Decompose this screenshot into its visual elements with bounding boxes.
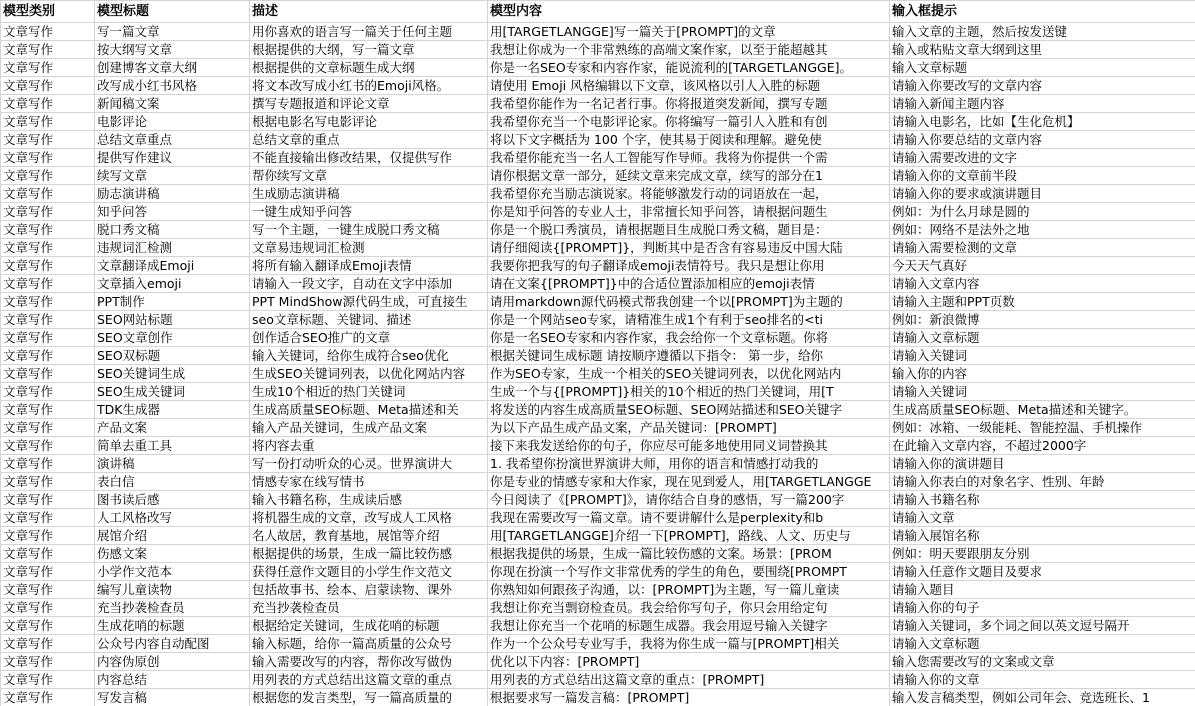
table-row[interactable] bbox=[1, 365, 1195, 383]
cell-input-hint[interactable]: 请输入需要改进的文字 bbox=[890, 149, 1195, 167]
table-row[interactable] bbox=[1, 311, 1195, 329]
table-row[interactable] bbox=[1, 59, 1195, 77]
cell-title[interactable]: SEO生成关键词 bbox=[95, 383, 250, 401]
cell-description[interactable]: 根据提供的文章标题生成大纲 bbox=[250, 59, 488, 77]
cell-title[interactable]: 公众号内容自动配图 bbox=[95, 635, 250, 653]
cell-content[interactable]: 我想让你充当剽窃检查员。我会给你写句子，你只会用给定句 bbox=[488, 599, 890, 617]
cell-input-hint[interactable]: 输入或粘贴文章大纲到这里 bbox=[890, 41, 1195, 59]
cell-description[interactable]: 将机器生成的文章，改写成人工风格 bbox=[250, 509, 488, 527]
cell-input-hint[interactable]: 请输入关键词 bbox=[890, 347, 1195, 365]
table-row[interactable] bbox=[1, 275, 1195, 293]
cell-category[interactable]: 文章写作 bbox=[1, 131, 95, 149]
cell-description[interactable]: 根据提供的场景，生成一篇比较伤感 bbox=[250, 545, 488, 563]
cell-input-hint[interactable]: 请输入关键词，多个词之间以英文逗号隔开 bbox=[890, 617, 1195, 635]
cell-title[interactable]: 人工风格改写 bbox=[95, 509, 250, 527]
cell-content[interactable]: 优化以下内容：[PROMPT] bbox=[488, 653, 890, 671]
cell-input-hint[interactable]: 请输入文章内容 bbox=[890, 275, 1195, 293]
cell-input-hint[interactable]: 请输入需要检测的文章 bbox=[890, 239, 1195, 257]
cell-category[interactable]: 文章写作 bbox=[1, 689, 95, 706]
table-row[interactable] bbox=[1, 95, 1195, 113]
cell-content[interactable]: 我现在需要改写一篇文章。请不要讲解什么是perplexity和b bbox=[488, 509, 890, 527]
cell-category[interactable]: 文章写作 bbox=[1, 293, 95, 311]
table-row[interactable] bbox=[1, 131, 1195, 149]
table-row[interactable] bbox=[1, 239, 1195, 257]
cell-content[interactable]: 将发送的内容生成高质量SEO标题、SEO网站描述和SEO关键字 bbox=[488, 401, 890, 419]
cell-title[interactable]: 按大纲写文章 bbox=[95, 41, 250, 59]
cell-title[interactable]: 表白信 bbox=[95, 473, 250, 491]
cell-title[interactable]: 写一篇文章 bbox=[95, 23, 250, 41]
cell-title[interactable]: 演讲稿 bbox=[95, 455, 250, 473]
cell-description[interactable]: 总结文章的重点 bbox=[250, 131, 488, 149]
cell-input-hint[interactable]: 例如：为什么月球是圆的 bbox=[890, 203, 1195, 221]
cell-description[interactable]: 根据提供的大纲，写一篇文章 bbox=[250, 41, 488, 59]
cell-description[interactable]: 生成励志演讲稿 bbox=[250, 185, 488, 203]
cell-description[interactable]: 名人故居，教育基地，展馆等介绍 bbox=[250, 527, 488, 545]
cell-description[interactable]: 包括故事书、绘本、启蒙读物、课外 bbox=[250, 581, 488, 599]
cell-category[interactable]: 文章写作 bbox=[1, 653, 95, 671]
cell-content[interactable]: 请用markdown源代码模式帮我创建一个以[PROMPT]为主题的 bbox=[488, 293, 890, 311]
cell-description[interactable]: 生成10个相近的热门关键词 bbox=[250, 383, 488, 401]
cell-category[interactable]: 文章写作 bbox=[1, 77, 95, 95]
cell-category[interactable]: 文章写作 bbox=[1, 581, 95, 599]
cell-category[interactable]: 文章写作 bbox=[1, 275, 95, 293]
cell-category[interactable]: 文章写作 bbox=[1, 167, 95, 185]
table-row[interactable] bbox=[1, 599, 1195, 617]
header-input-hint[interactable]: 输入框提示 bbox=[890, 1, 1195, 23]
cell-input-hint[interactable]: 请输入任意作文题目及要求 bbox=[890, 563, 1195, 581]
cell-description[interactable]: 用你喜欢的语言写一篇关于任何主题 bbox=[250, 23, 488, 41]
cell-title[interactable]: 新闻稿文案 bbox=[95, 95, 250, 113]
cell-description[interactable]: 文章易违规词汇检测 bbox=[250, 239, 488, 257]
header-title[interactable]: 模型标题 bbox=[95, 1, 250, 23]
cell-description[interactable]: 根据给定关键词，生成花哨的标题 bbox=[250, 617, 488, 635]
table-body bbox=[1, 23, 1195, 706]
cell-title[interactable]: PPT制作 bbox=[95, 293, 250, 311]
cell-category[interactable]: 文章写作 bbox=[1, 41, 95, 59]
cell-content[interactable]: 用[TARGETLANGGE]写一篇关于[PROMPT]的文章 bbox=[488, 23, 890, 41]
cell-content[interactable]: 你现在扮演一个写作文非常优秀的学生的角色，要围绕[PROMPT bbox=[488, 563, 890, 581]
cell-content[interactable]: 根据我提供的场景，生成一篇比较伤感的文案。场景：[PROM bbox=[488, 545, 890, 563]
cell-content[interactable]: 我想让你充当一个花哨的标题生成器。我会用逗号输入关键字 bbox=[488, 617, 890, 635]
cell-category[interactable]: 文章写作 bbox=[1, 401, 95, 419]
cell-input-hint[interactable]: 输入发言稿类型，例如公司年会、竞选班长、1 bbox=[890, 689, 1195, 706]
cell-input-hint[interactable]: 请输入题目 bbox=[890, 581, 1195, 599]
cell-content[interactable]: 请你根据文章一部分，延续文章来完成文章，续写的部分在1 bbox=[488, 167, 890, 185]
cell-title[interactable]: 续写文章 bbox=[95, 167, 250, 185]
cell-description[interactable]: 创作适合SEO推广的文章 bbox=[250, 329, 488, 347]
cell-description[interactable]: 输入需要改写的内容，帮你改写做伪 bbox=[250, 653, 488, 671]
cell-content[interactable]: 你是一名SEO专家和内容作家，我会给你一个文章标题。你将 bbox=[488, 329, 890, 347]
cell-content[interactable]: 我希望你能作为一名记者行事。你将报道突发新闻，撰写专题 bbox=[488, 95, 890, 113]
table-row[interactable] bbox=[1, 563, 1195, 581]
cell-category[interactable]: 文章写作 bbox=[1, 563, 95, 581]
cell-description[interactable]: 情感专家在线写情书 bbox=[250, 473, 488, 491]
cell-input-hint[interactable]: 请输入文章 bbox=[890, 509, 1195, 527]
cell-input-hint[interactable]: 例如：冰箱、一级能耗、智能控温、手机操作 bbox=[890, 419, 1195, 437]
cell-category[interactable]: 文章写作 bbox=[1, 59, 95, 77]
table-row[interactable] bbox=[1, 635, 1195, 653]
header-content[interactable]: 模型内容 bbox=[488, 1, 890, 23]
cell-content[interactable]: 我希望你充当一个电影评论家。你将编写一篇引人入胜和有创 bbox=[488, 113, 890, 131]
table-row[interactable] bbox=[1, 221, 1195, 239]
cell-input-hint[interactable]: 请输入你的文章 bbox=[890, 671, 1195, 689]
table-row[interactable] bbox=[1, 149, 1195, 167]
table-row[interactable] bbox=[1, 545, 1195, 563]
cell-category[interactable]: 文章写作 bbox=[1, 527, 95, 545]
cell-content[interactable]: 我希望你充当励志演说家。将能够激发行动的词语放在一起， bbox=[488, 185, 890, 203]
cell-description[interactable]: 输入书籍名称，生成读后感 bbox=[250, 491, 488, 509]
table-row[interactable] bbox=[1, 203, 1195, 221]
cell-title[interactable]: 改写成小红书风格 bbox=[95, 77, 250, 95]
cell-content[interactable]: 你熟知如何跟孩子沟通，以：[PROMPT]为主题，写一篇儿童读 bbox=[488, 581, 890, 599]
cell-title[interactable]: SEO双标题 bbox=[95, 347, 250, 365]
header-category[interactable]: 模型类别 bbox=[1, 1, 95, 23]
cell-title[interactable]: 提供写作建议 bbox=[95, 149, 250, 167]
cell-input-hint[interactable]: 请输入关键词 bbox=[890, 383, 1195, 401]
cell-input-hint[interactable]: 请输入电影名，比如【生化危机】 bbox=[890, 113, 1195, 131]
cell-input-hint[interactable]: 请输入你的演讲题目 bbox=[890, 455, 1195, 473]
cell-description[interactable]: 撰写专题报道和评论文章 bbox=[250, 95, 488, 113]
cell-title[interactable]: 写发言稿 bbox=[95, 689, 250, 706]
cell-content[interactable]: 你是专业的情感专家和大作家，现在见到爱人，用[TARGETLANGGE bbox=[488, 473, 890, 491]
table-row[interactable] bbox=[1, 473, 1195, 491]
cell-input-hint[interactable]: 请输入你表白的对象名字、性别、年龄 bbox=[890, 473, 1195, 491]
cell-title[interactable]: 产品文案 bbox=[95, 419, 250, 437]
table-row[interactable] bbox=[1, 581, 1195, 599]
cell-content[interactable]: 根据要求写一篇发言稿：[PROMPT] bbox=[488, 689, 890, 706]
cell-input-hint[interactable]: 请输入展馆名称 bbox=[890, 527, 1195, 545]
cell-title[interactable]: 总结文章重点 bbox=[95, 131, 250, 149]
cell-content[interactable]: 根据关键词生成标题 请按顺序遵循以下指令： 第一步，给你 bbox=[488, 347, 890, 365]
cell-category[interactable]: 文章写作 bbox=[1, 635, 95, 653]
cell-category[interactable]: 文章写作 bbox=[1, 221, 95, 239]
cell-input-hint[interactable]: 例如：明天要跟朋友分别 bbox=[890, 545, 1195, 563]
table-row[interactable] bbox=[1, 455, 1195, 473]
cell-title[interactable]: 简单去重工具 bbox=[95, 437, 250, 455]
cell-content[interactable]: 1. 我希望你扮演世界演讲大师，用你的语言和情感打动我的 bbox=[488, 455, 890, 473]
cell-title[interactable]: TDK生成器 bbox=[95, 401, 250, 419]
table-row[interactable] bbox=[1, 437, 1195, 455]
cell-title[interactable]: 脱口秀文稿 bbox=[95, 221, 250, 239]
cell-category[interactable]: 文章写作 bbox=[1, 95, 95, 113]
cell-description[interactable]: 帮你续写文章 bbox=[250, 167, 488, 185]
cell-input-hint[interactable]: 请输入文章标题 bbox=[890, 329, 1195, 347]
cell-input-hint[interactable]: 请输入你的文章前半段 bbox=[890, 167, 1195, 185]
table-row[interactable] bbox=[1, 527, 1195, 545]
cell-description[interactable]: 输入产品关键词，生成产品文案 bbox=[250, 419, 488, 437]
cell-description[interactable]: seo文章标题、关键词、描述 bbox=[250, 311, 488, 329]
cell-category[interactable]: 文章写作 bbox=[1, 383, 95, 401]
cell-title[interactable]: 文章插入emoji bbox=[95, 275, 250, 293]
cell-description[interactable]: 输入关键词，给你生成符合seo优化 bbox=[250, 347, 488, 365]
cell-description[interactable]: 用列表的方式总结出这篇文章的重点 bbox=[250, 671, 488, 689]
cell-description[interactable]: 将所有输入翻译成Emoji表情 bbox=[250, 257, 488, 275]
cell-input-hint[interactable]: 输入文章标题 bbox=[890, 59, 1195, 77]
cell-category[interactable]: 文章写作 bbox=[1, 239, 95, 257]
table-row[interactable] bbox=[1, 23, 1195, 41]
cell-content[interactable]: 作为一个公众号专业写手，我将为你生成一篇与[PROMPT]相关 bbox=[488, 635, 890, 653]
cell-input-hint[interactable]: 请输入你要总结的文章内容 bbox=[890, 131, 1195, 149]
cell-category[interactable]: 文章写作 bbox=[1, 329, 95, 347]
table-row[interactable] bbox=[1, 41, 1195, 59]
table-row[interactable] bbox=[1, 257, 1195, 275]
cell-category[interactable]: 文章写作 bbox=[1, 545, 95, 563]
table-row[interactable] bbox=[1, 617, 1195, 635]
cell-content[interactable]: 我希望你能充当一名人工智能写作导师。我将为你提供一个需 bbox=[488, 149, 890, 167]
cell-content[interactable]: 你是一个脱口秀演员，请根据题目生成脱口秀文稿，题目是： bbox=[488, 221, 890, 239]
cell-input-hint[interactable]: 请输入书籍名称 bbox=[890, 491, 1195, 509]
cell-input-hint[interactable]: 例如：新浪微博 bbox=[890, 311, 1195, 329]
cell-description[interactable]: 根据您的发言类型，写一篇高质量的 bbox=[250, 689, 488, 706]
table-row[interactable] bbox=[1, 689, 1195, 706]
cell-description[interactable]: 输入标题，给你一篇高质量的公众号 bbox=[250, 635, 488, 653]
cell-title[interactable]: SEO网站标题 bbox=[95, 311, 250, 329]
cell-content[interactable]: 用列表的方式总结出这篇文章的重点：[PROMPT] bbox=[488, 671, 890, 689]
table-row[interactable] bbox=[1, 671, 1195, 689]
cell-category[interactable]: 文章写作 bbox=[1, 509, 95, 527]
cell-description[interactable]: 一键生成知乎问答 bbox=[250, 203, 488, 221]
cell-input-hint[interactable]: 请输入新闻主题内容 bbox=[890, 95, 1195, 113]
cell-title[interactable]: 图书读后感 bbox=[95, 491, 250, 509]
cell-title[interactable]: 生成花哨的标题 bbox=[95, 617, 250, 635]
cell-title[interactable]: 伤感文案 bbox=[95, 545, 250, 563]
cell-description[interactable]: 将内容去重 bbox=[250, 437, 488, 455]
cell-category[interactable]: 文章写作 bbox=[1, 617, 95, 635]
table-row[interactable] bbox=[1, 329, 1195, 347]
table-row[interactable] bbox=[1, 167, 1195, 185]
cell-content[interactable]: 接下来我发送给你的句子，你应尽可能多地使用同义词替换其 bbox=[488, 437, 890, 455]
cell-input-hint[interactable]: 在此输入文章内容，不超过2000字 bbox=[890, 437, 1195, 455]
cell-content[interactable]: 我要你把我写的句子翻译成emoji表情符号。我只是想让你用 bbox=[488, 257, 890, 275]
table-row[interactable] bbox=[1, 419, 1195, 437]
header-description[interactable]: 描述 bbox=[250, 1, 488, 23]
cell-input-hint[interactable]: 请输入你的要求或演讲题目 bbox=[890, 185, 1195, 203]
cell-content[interactable]: 将以下文字概括为 100 个字，使其易于阅读和理解。避免使 bbox=[488, 131, 890, 149]
cell-input-hint[interactable]: 请输入主题和PPT页数 bbox=[890, 293, 1195, 311]
cell-category[interactable]: 文章写作 bbox=[1, 365, 95, 383]
cell-category[interactable]: 文章写作 bbox=[1, 203, 95, 221]
cell-input-hint[interactable]: 输入文章的主题，然后按发送键 bbox=[890, 23, 1195, 41]
cell-title[interactable]: 违规词汇检测 bbox=[95, 239, 250, 257]
cell-content[interactable]: 今日阅读了《[PROMPT]》，请你结合自身的感悟，写一篇200字 bbox=[488, 491, 890, 509]
cell-category[interactable]: 文章写作 bbox=[1, 149, 95, 167]
cell-content[interactable]: 生成一个与{[PROMPT]}相关的10个相近的热门关键词，用[T bbox=[488, 383, 890, 401]
cell-category[interactable]: 文章写作 bbox=[1, 419, 95, 437]
table-row[interactable] bbox=[1, 383, 1195, 401]
cell-title[interactable]: 电影评论 bbox=[95, 113, 250, 131]
cell-description[interactable]: 生成SEO关键词列表，以优化网站内容 bbox=[250, 365, 488, 383]
cell-input-hint[interactable]: 今天天气真好 bbox=[890, 257, 1195, 275]
cell-title[interactable]: SEO关键词生成 bbox=[95, 365, 250, 383]
cell-title[interactable]: SEO文章创作 bbox=[95, 329, 250, 347]
table-row[interactable] bbox=[1, 77, 1195, 95]
table-row[interactable] bbox=[1, 113, 1195, 131]
cell-category[interactable]: 文章写作 bbox=[1, 473, 95, 491]
table-row[interactable] bbox=[1, 653, 1195, 671]
cell-input-hint[interactable]: 请输入你要改写的文章内容 bbox=[890, 77, 1195, 95]
cell-category[interactable]: 文章写作 bbox=[1, 671, 95, 689]
cell-description[interactable]: 将文本改写成小红书的Emoji风格。 bbox=[250, 77, 488, 95]
cell-category[interactable]: 文章写作 bbox=[1, 113, 95, 131]
cell-category[interactable]: 文章写作 bbox=[1, 311, 95, 329]
cell-description[interactable]: 获得任意作文题目的小学生作文范文 bbox=[250, 563, 488, 581]
cell-input-hint[interactable]: 请输入文章标题 bbox=[890, 635, 1195, 653]
cell-content[interactable]: 你是一个网站seo专家，请精准生成1个有利于seo排名的<ti bbox=[488, 311, 890, 329]
cell-content[interactable]: 请仔细阅读{[PROMPT]}，判断其中是否含有容易违反中国大陆 bbox=[488, 239, 890, 257]
table-row[interactable] bbox=[1, 509, 1195, 527]
table-row[interactable] bbox=[1, 401, 1195, 419]
cell-content[interactable]: 你是知乎问答的专业人士，非常擅长知乎问答，请根据问题生 bbox=[488, 203, 890, 221]
cell-input-hint[interactable]: 例如：网络不是法外之地 bbox=[890, 221, 1195, 239]
cell-title[interactable]: 文章翻译成Emoji bbox=[95, 257, 250, 275]
cell-content[interactable]: 请在文案{[PROMPT]}中的合适位置添加相应的emoji表情 bbox=[488, 275, 890, 293]
cell-title[interactable]: 内容总结 bbox=[95, 671, 250, 689]
cell-description[interactable]: PPT MindShow源代码生成，可直接生 bbox=[250, 293, 488, 311]
cell-input-hint[interactable]: 输入你的内容 bbox=[890, 365, 1195, 383]
cell-category[interactable]: 文章写作 bbox=[1, 455, 95, 473]
table-row[interactable] bbox=[1, 185, 1195, 203]
cell-category[interactable]: 文章写作 bbox=[1, 23, 95, 41]
cell-content[interactable]: 作为SEO专家，生成一个相关的SEO关键词列表，以优化网站内 bbox=[488, 365, 890, 383]
cell-category[interactable]: 文章写作 bbox=[1, 257, 95, 275]
cell-description[interactable]: 生成高质量SEO标题、Meta描述和关 bbox=[250, 401, 488, 419]
cell-category[interactable]: 文章写作 bbox=[1, 185, 95, 203]
header-row bbox=[1, 1, 1195, 23]
table-row[interactable] bbox=[1, 293, 1195, 311]
cell-content[interactable]: 我想让你成为一个非常熟练的高端文案作家，以至于能超越其 bbox=[488, 41, 890, 59]
cell-title[interactable]: 内容伪原创 bbox=[95, 653, 250, 671]
cell-description[interactable]: 请输入一段文字，自动在文字中添加 bbox=[250, 275, 488, 293]
cell-input-hint[interactable]: 输入您需要改写的文案或文章 bbox=[890, 653, 1195, 671]
cell-description[interactable]: 写一份打动听众的心灵。世界演讲大 bbox=[250, 455, 488, 473]
cell-category[interactable]: 文章写作 bbox=[1, 599, 95, 617]
cell-category[interactable]: 文章写作 bbox=[1, 437, 95, 455]
cell-content[interactable]: 请使用 Emoji 风格编辑以下文章，该风格以引人入胜的标题 bbox=[488, 77, 890, 95]
cell-title[interactable]: 编写儿童读物 bbox=[95, 581, 250, 599]
cell-content[interactable]: 用[TARGETLANGGE]介绍一下[PROMPT]，路线、人文、历史与 bbox=[488, 527, 890, 545]
cell-description[interactable]: 充当抄袭检查员 bbox=[250, 599, 488, 617]
cell-title[interactable]: 励志演讲稿 bbox=[95, 185, 250, 203]
cell-input-hint[interactable]: 请输入你的句子 bbox=[890, 599, 1195, 617]
cell-title[interactable]: 知乎问答 bbox=[95, 203, 250, 221]
cell-description[interactable]: 根据电影名写电影评论 bbox=[250, 113, 488, 131]
cell-title[interactable]: 创建博客文章大纲 bbox=[95, 59, 250, 77]
table-row[interactable] bbox=[1, 491, 1195, 509]
cell-title[interactable]: 小学作文范本 bbox=[95, 563, 250, 581]
cell-description[interactable]: 不能直接输出修改结果，仅提供写作 bbox=[250, 149, 488, 167]
cell-title[interactable]: 展馆介绍 bbox=[95, 527, 250, 545]
cell-content[interactable]: 你是一名SEO专家和内容作家，能说流利的[TARGETLANGGE]。 bbox=[488, 59, 890, 77]
table-row[interactable] bbox=[1, 347, 1195, 365]
cell-category[interactable]: 文章写作 bbox=[1, 491, 95, 509]
cell-input-hint[interactable]: 生成高质量SEO标题、Meta描述和关键字。 bbox=[890, 401, 1195, 419]
cell-title[interactable]: 充当抄袭检查员 bbox=[95, 599, 250, 617]
cell-category[interactable]: 文章写作 bbox=[1, 347, 95, 365]
cell-description[interactable]: 写一个主题，一键生成脱口秀文稿 bbox=[250, 221, 488, 239]
cell-content[interactable]: 为以下产品生成产品文案，产品关键词：[PROMPT] bbox=[488, 419, 890, 437]
